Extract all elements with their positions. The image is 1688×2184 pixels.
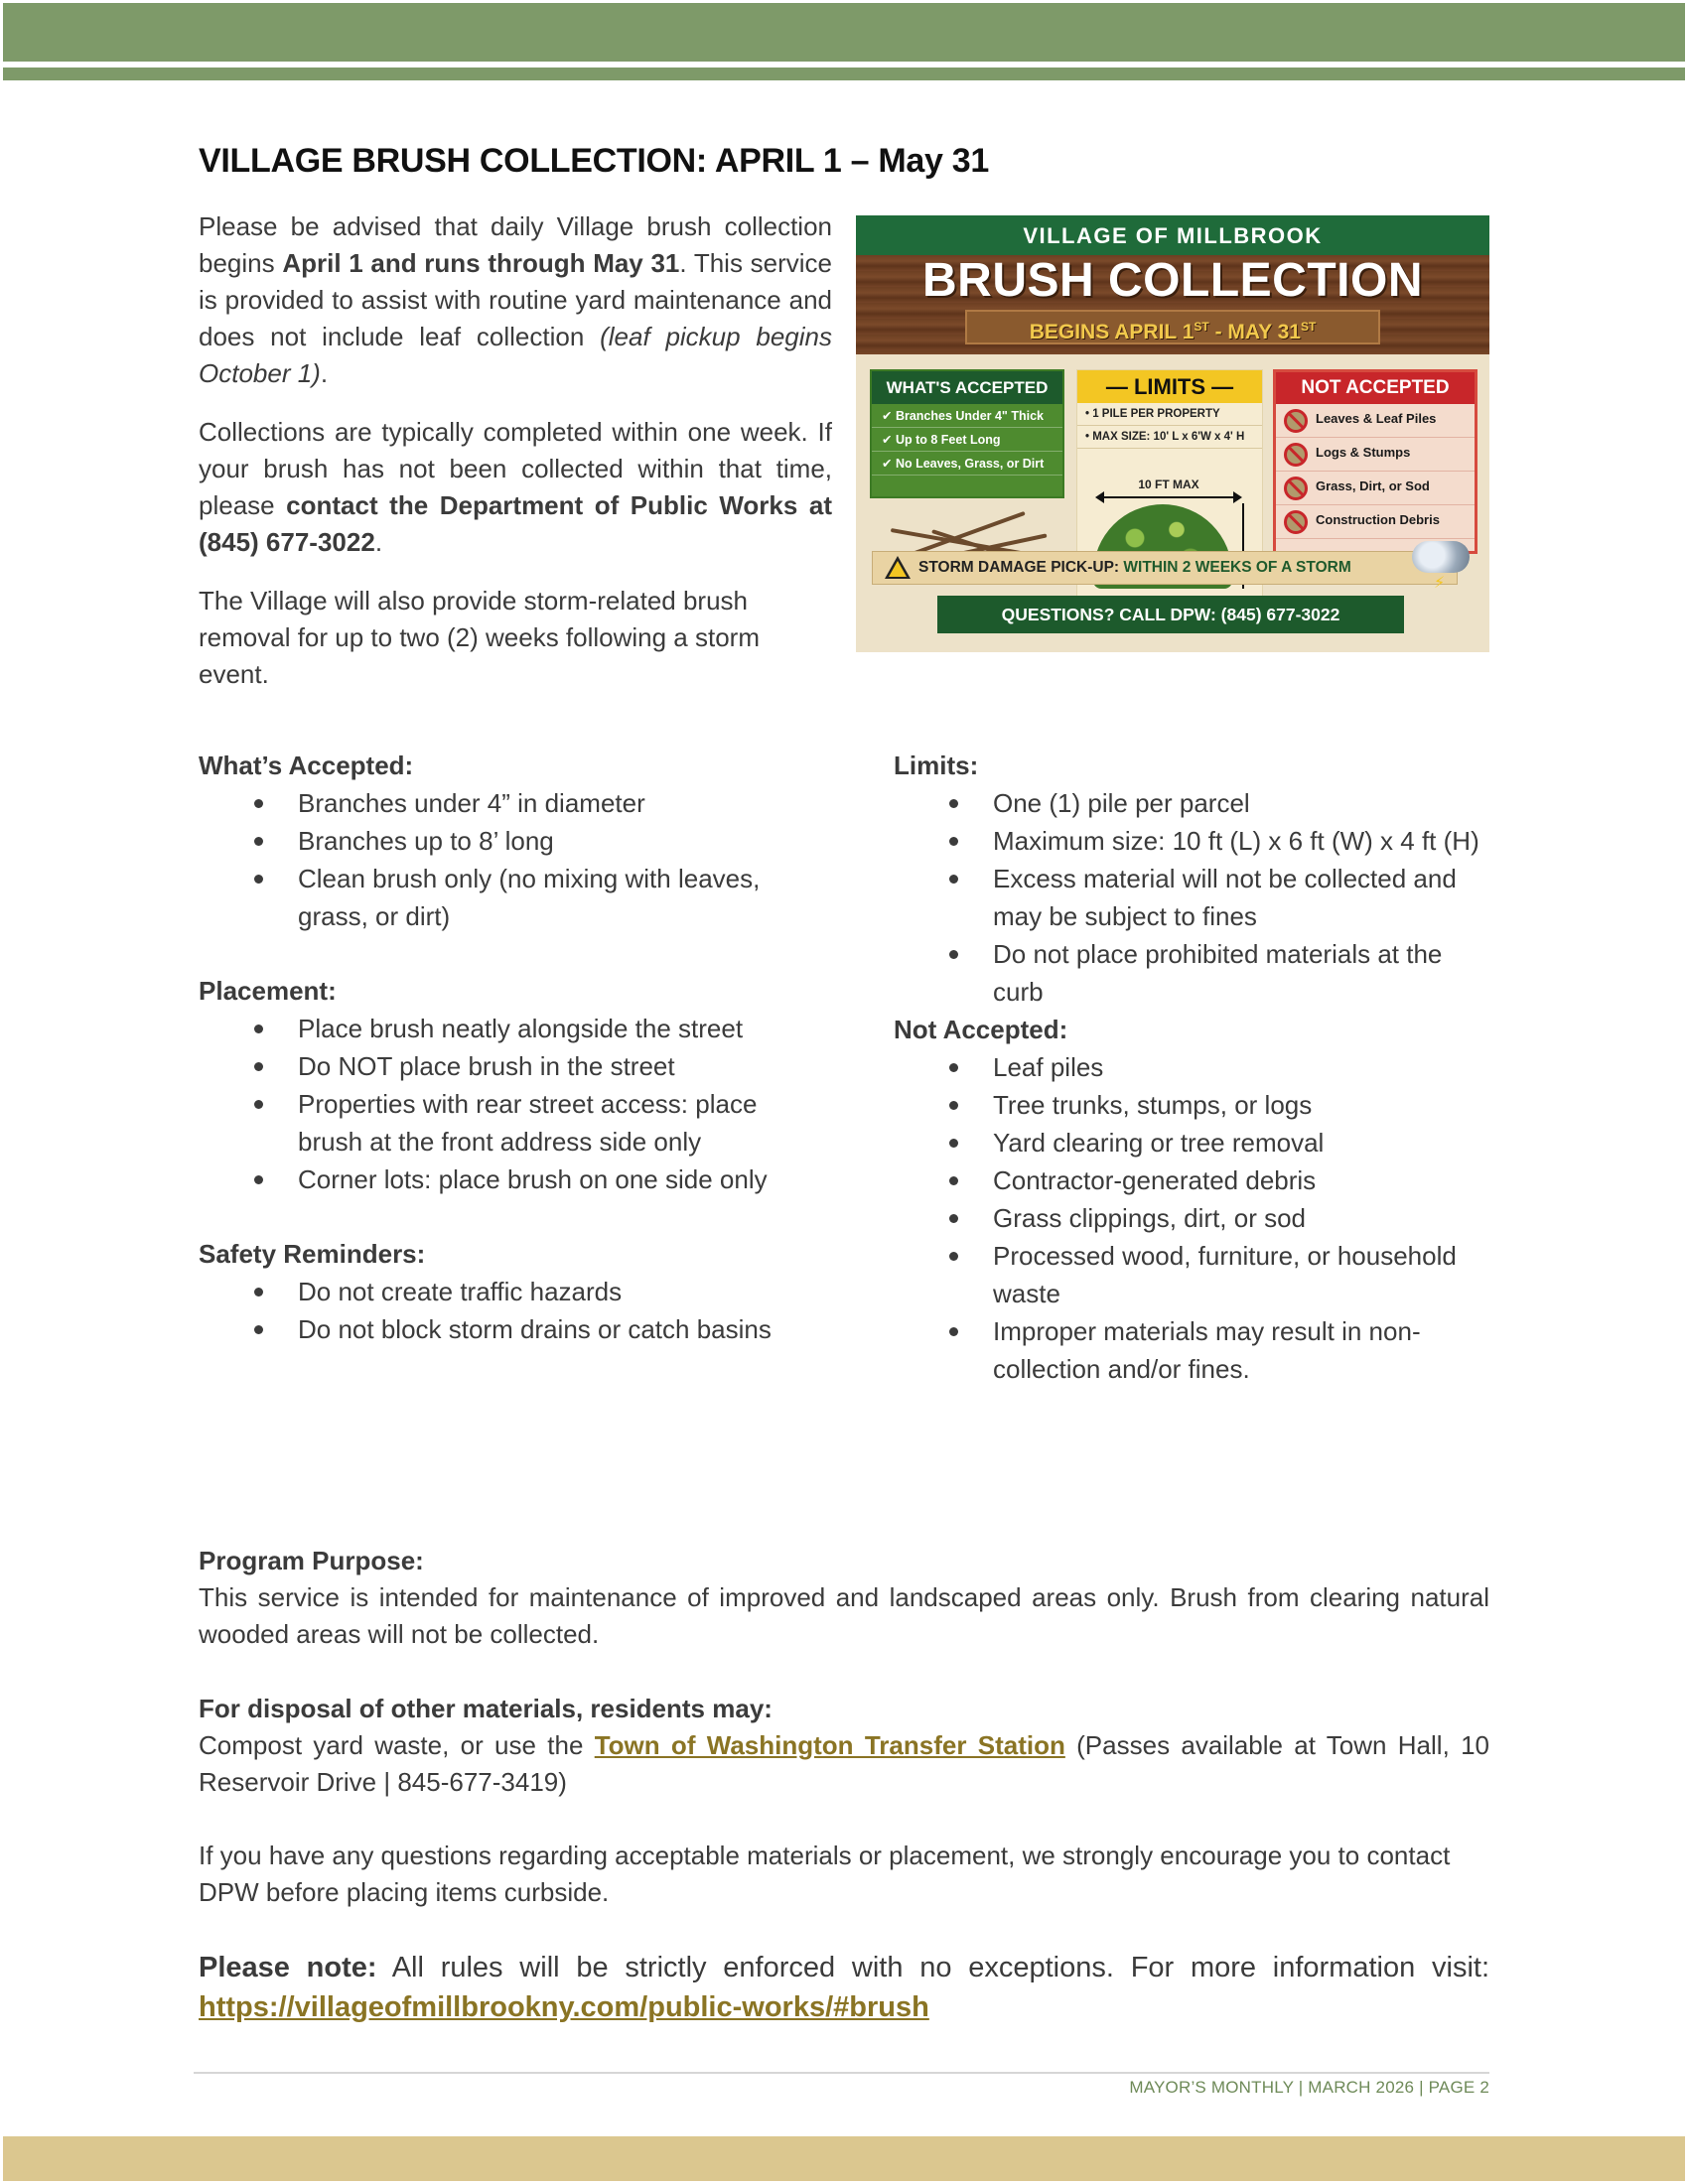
program-purpose <box>199 1542 1489 1653</box>
poster-accepted-item: ✔ Up to 8 Feet Long <box>872 428 1062 452</box>
poster-dimension-label: 10 FT MAX <box>1138 478 1199 491</box>
poster-not-accepted-box <box>1273 369 1477 554</box>
list-item: Grass clippings, dirt, or sod <box>894 1199 1499 1237</box>
questions-info <box>199 1838 1489 1911</box>
not-accepted-list <box>894 1048 1499 1388</box>
list-item: Improper materials may result in non-collection and/or fines. <box>894 1312 1499 1388</box>
leaf-pickup-note: (leaf pickup begins October 1) <box>199 322 832 388</box>
intro-paragraph-schedule: Please be advised that daily Village brush collection begins April 1 and runs through May 31. This service is provided to assist with routine yard maintenance and does not include leaf collection (leaf pickup begins October 1). <box>199 211 832 388</box>
poster-limits-heading: — LIMITS — <box>1077 370 1262 403</box>
bullet-icon <box>949 950 958 959</box>
list-item: Processed wood, furniture, or household waste <box>894 1237 1499 1312</box>
program-purpose-heading: Program Purpose: <box>199 1546 424 1575</box>
limits-heading: Limits: <box>894 751 979 780</box>
poster-storm-banner: ! STORM DAMAGE PICK-UP: WITHIN 2 WEEKS OF A STORM <box>872 551 1458 585</box>
bullet-icon <box>949 1252 958 1261</box>
accepted-list <box>199 784 834 935</box>
disposal-heading: For disposal of other materials, residents may: <box>199 1694 773 1723</box>
safety-list <box>199 1273 834 1348</box>
poster-not-accepted-item: Leaves & Leaf Piles <box>1276 404 1475 438</box>
poster-not-accepted-item: Construction Debris <box>1276 505 1475 539</box>
poster-accepted-box <box>870 369 1064 498</box>
storm-cloud-icon <box>1412 541 1470 573</box>
bullet-icon <box>949 799 958 808</box>
brush-collection-poster <box>856 215 1489 652</box>
poster-not-accepted-heading: NOT ACCEPTED <box>1276 372 1475 404</box>
lightning-icon: ⚡ <box>1434 575 1446 592</box>
footer-divider <box>194 2072 1489 2074</box>
list-item: Tree trunks, stumps, or logs <box>894 1086 1499 1124</box>
poster-village-name: VILLAGE OF MILLBROOK <box>856 215 1489 257</box>
poster-questions-banner: QUESTIONS? CALL DPW: (845) 677-3022 <box>937 596 1404 633</box>
bullet-icon <box>254 1175 263 1184</box>
please-note: Please note: All rules will be strictly enforced with no exceptions. For more information visit: https://villageofmillbrookny.com/public-works/#brush <box>199 1952 1489 2023</box>
list-item: Contractor-generated debris <box>894 1161 1499 1199</box>
schedule-dates: April 1 and runs through May 31 <box>282 248 680 278</box>
prohibited-icon <box>1284 409 1308 433</box>
prohibited-icon <box>1284 477 1308 500</box>
please-note-label: Please note: <box>199 1952 377 1983</box>
bottom-section <box>199 1542 1489 2027</box>
bullet-icon <box>254 875 263 884</box>
safety-heading: Safety Reminders: <box>199 1239 426 1269</box>
transfer-station-link[interactable]: Town of Washington Transfer Station <box>594 1730 1065 1760</box>
footer-band <box>3 2136 1685 2181</box>
left-column <box>199 747 834 1348</box>
dpw-contact: contact the Department of Public Works at (845) 677-3022 <box>199 490 833 557</box>
width-arrow-icon <box>1097 496 1240 498</box>
intro-text <box>199 208 832 715</box>
poster-dates: BEGINS APRIL 1ST - MAY 31ST <box>965 310 1380 344</box>
placement-list <box>199 1010 834 1198</box>
bullet-icon <box>949 1214 958 1223</box>
bullet-icon <box>254 1288 263 1297</box>
header-band <box>3 3 1685 62</box>
list-item: Leaf piles <box>894 1048 1499 1086</box>
limits-list <box>894 784 1499 1011</box>
bullet-icon <box>254 1062 263 1071</box>
poster-accepted-item: ✔ No Leaves, Grass, or Dirt <box>872 452 1062 476</box>
bullet-icon <box>254 799 263 808</box>
questions-text: If you have any questions regarding acceptable materials or placement, we strongly encourage you to contact DPW before placing items curbside. <box>199 1841 1451 1907</box>
list-item: Branches under 4” in diameter <box>199 784 834 822</box>
bullet-icon <box>254 1024 263 1033</box>
list-item: Excess material will not be collected and may be subject to fines <box>894 860 1499 935</box>
list-item: Corner lots: place brush on one side only <box>199 1160 834 1198</box>
list-item: Do not place prohibited materials at the curb <box>894 935 1499 1011</box>
bullet-icon <box>254 1100 263 1109</box>
list-item: One (1) pile per parcel <box>894 784 1499 822</box>
poster-not-accepted-item: Logs & Stumps <box>1276 438 1475 472</box>
poster-limits-item: • MAX SIZE: 10' L x 6'W x 4' H <box>1077 426 1262 449</box>
list-item: Do not create traffic hazards <box>199 1273 834 1310</box>
intro-paragraph-contact: Collections are typically completed within one week. If your brush has not been collected within that time, please contact the Department of Public Works at (845) 677-3022. <box>199 417 833 557</box>
prohibited-icon <box>1284 510 1308 534</box>
intro-paragraph-storm: The Village will also provide storm-related brush removal for up to two (2) weeks following a storm event. <box>199 586 760 689</box>
placement-heading: Placement: <box>199 976 337 1006</box>
program-purpose-text: This service is intended for maintenance of improved and landscaped areas only. Brush from clearing natural wooded areas will not be collected. <box>199 1582 1489 1649</box>
bullet-icon <box>254 837 263 846</box>
list-item: Yard clearing or tree removal <box>894 1124 1499 1161</box>
poster-title: BRUSH COLLECTION <box>922 254 1423 307</box>
list-item: Branches up to 8’ long <box>199 822 834 860</box>
bullet-icon <box>949 1139 958 1148</box>
poster-accepted-item: ✔ Branches Under 4" Thick <box>872 404 1062 428</box>
bullet-icon <box>949 1327 958 1336</box>
brush-info-link[interactable]: https://villageofmillbrookny.com/public-works/#brush <box>199 1991 929 2023</box>
bullet-icon <box>949 875 958 884</box>
prohibited-icon <box>1284 443 1308 467</box>
right-column <box>894 747 1499 1388</box>
disposal-text: Compost yard waste, or use the Town of Washington Transfer Station (Passes available at Town Hall, 10 Reservoir Drive | 845-677-3419) <box>199 1730 1490 1797</box>
list-item: Maximum size: 10 ft (L) x 6 ft (W) x 4 ft (H) <box>894 822 1499 860</box>
list-item: Do not block storm drains or catch basins <box>199 1310 834 1348</box>
accepted-heading: What’s Accepted: <box>199 751 414 780</box>
poster-not-accepted-item: Grass, Dirt, or Sod <box>1276 472 1475 505</box>
disposal-info <box>199 1690 1489 1801</box>
page-title: VILLAGE BRUSH COLLECTION: APRIL 1 – May 31 <box>199 142 989 180</box>
footer-page-info: MAYOR’S MONTHLY | MARCH 2026 | PAGE 2 <box>1129 2078 1489 2097</box>
list-item: Properties with rear street access: place brush at the front address side only <box>199 1085 834 1160</box>
poster-accepted-heading: WHAT'S ACCEPTED <box>872 371 1062 404</box>
header-band-thin <box>3 68 1685 80</box>
bullet-icon <box>949 1176 958 1185</box>
list-item: Clean brush only (no mixing with leaves, grass, or dirt) <box>199 860 834 935</box>
list-item: Place brush neatly alongside the street <box>199 1010 834 1047</box>
bullet-icon <box>949 1063 958 1072</box>
bullet-icon <box>949 837 958 846</box>
not-accepted-heading: Not Accepted: <box>894 1015 1068 1044</box>
poster-limits-item: • 1 PILE PER PROPERTY <box>1077 403 1262 426</box>
bullet-icon <box>949 1101 958 1110</box>
list-item: Do NOT place brush in the street <box>199 1047 834 1085</box>
bullet-icon <box>254 1325 263 1334</box>
